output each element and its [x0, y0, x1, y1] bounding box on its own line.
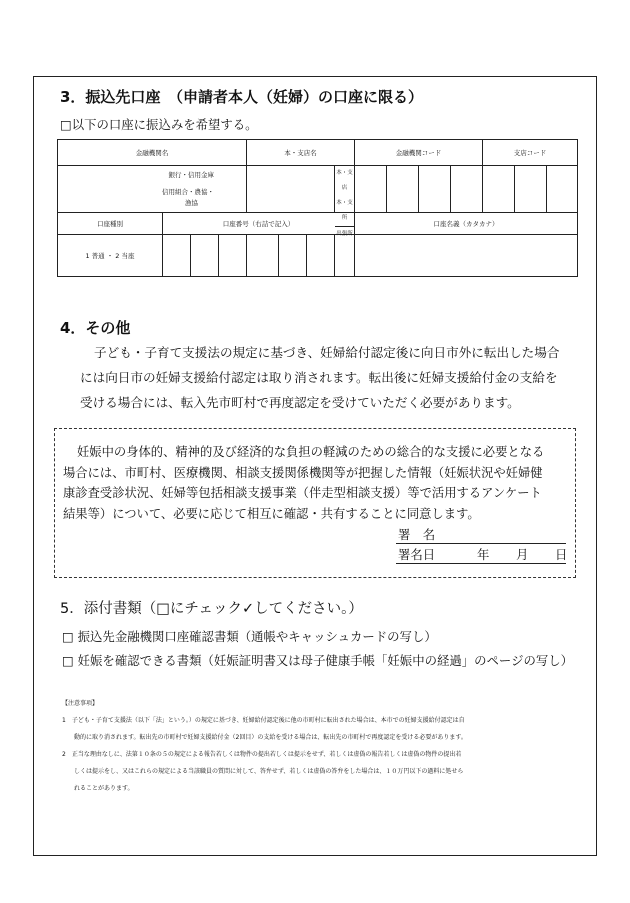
account-name-input[interactable] — [355, 235, 578, 277]
bank-code-digit[interactable] — [451, 166, 483, 213]
bank-code-digit[interactable] — [419, 166, 451, 213]
account-number-digit[interactable] — [219, 235, 247, 277]
note1-line1: 1 子ども・子育て支援法（以下「法」という。）の規定に基づき、妊婦給付認定後に他の市町村に転出された場合は、本市での妊婦支援給付認定は自 — [62, 717, 465, 724]
header-bank-code: 金融機関コード — [355, 140, 483, 166]
branch-type-cell[interactable] — [335, 166, 355, 237]
header-branch-code: 支店コード — [483, 140, 578, 166]
header-account-number: 口座番号（右詰で記入） — [163, 213, 355, 235]
section4-line2: には向日市の妊婦支援給付認定は取り消されます。転出後に妊婦支援給付金の支給を — [80, 370, 558, 385]
bank-type-line1: 銀行・信用金庫 — [168, 170, 214, 179]
header-account-type: 口座種別 — [58, 213, 163, 235]
section4-line3: 受ける場合には、転入先市町村で再度認定を受けていただく必要があります。 — [80, 395, 520, 410]
date-label: 署名日 — [398, 547, 436, 562]
section4-paragraph — [58, 340, 578, 365]
date-line[interactable] — [396, 563, 566, 564]
section3-title: 3．振込先口座 （申請者本人（妊婦）の口座に限る） — [60, 88, 423, 106]
account-checkbox[interactable]: □以下の口座に振込みを希望する。 — [60, 117, 258, 132]
account-type-options[interactable]: 1 普通 ・ 2 当座 — [58, 235, 163, 277]
section5-title: 5．添付書類（□にチェック✓してください。） — [60, 601, 363, 617]
section4-title: 4．その他 — [60, 319, 131, 337]
consent-line2: 場合には、市町村、医療機関、相談支援関係機関等が把握した情報（妊娠状況や妊婦健 — [63, 465, 543, 480]
bank-code-digit[interactable] — [387, 166, 419, 213]
header-bank-name: 金融機関名 — [58, 140, 247, 166]
signature-label: 署 名 — [398, 527, 436, 542]
note2-line3: れることがあります。 — [74, 785, 134, 792]
branch-type1: 本・支店 — [336, 170, 353, 191]
date-year: 年 — [477, 547, 490, 562]
bank-code-digit[interactable] — [355, 166, 387, 213]
note2-line1: 2 正当な理由なしに、法第１０条の５の規定による報告若しくは物件の提出若しくは提示をせず、若しくは虚偽の報告若しくは虚偽の物件の提出若 — [62, 751, 462, 758]
branch-code-digit[interactable] — [483, 166, 515, 213]
note1-line2: 動的に取り消されます。転出先の市町村で妊婦支援給付金（2回目）の支給を受ける場合は、転出先の市町村で再度認定を受ける必要があります。 — [74, 734, 467, 741]
bank-type-line3: 漁協 — [185, 198, 198, 207]
consent-line4: 結果等）について、必要に応じて相互に確認・共有することに同意します。 — [63, 506, 480, 521]
account-number-digit[interactable] — [247, 235, 279, 277]
branch-code-digit[interactable] — [515, 166, 547, 213]
notes-section — [62, 695, 574, 797]
account-number-digit[interactable] — [163, 235, 191, 277]
header-branch-name: 本・支店名 — [247, 140, 355, 166]
date-month: 月 — [516, 547, 529, 562]
header-account-name: 口座名義（カタカナ） — [355, 213, 578, 235]
consent-line3: 康診査受診状況、妊婦等包括相談支援事業（伴走型相談支援）等で活用するアンケート — [63, 486, 542, 500]
signature-line[interactable] — [396, 543, 566, 544]
branch-type3: 出張所 — [335, 226, 354, 242]
bank-account-table — [57, 139, 578, 277]
account-number-digit[interactable] — [279, 235, 307, 277]
bank-type-cell[interactable] — [58, 166, 247, 213]
branch-type2: 本・支所 — [336, 200, 353, 221]
account-number-digit[interactable] — [191, 235, 219, 277]
notes-heading: 【注意事項】 — [62, 700, 99, 707]
attachment-item-pregnancy[interactable]: □ 妊娠を確認できる書類（妊娠証明書又は母子健康手帳「妊娠中の経過」のページの写し） — [62, 653, 574, 668]
section4-line1: 子ども・子育て支援法の規定に基づき、妊婦給付認定後に向日市外に転出した場合 — [94, 345, 560, 360]
bank-type-line2: 信用組合・農協・ — [162, 187, 214, 196]
consent-line1: 妊娠中の身体的、精神的及び経済的な負担の軽減のための総合的な支援に必要となる — [77, 445, 545, 459]
attachment-item-bank[interactable]: □ 振込先金融機関口座確認書類（通帳やキャッシュカードの写し） — [62, 629, 437, 644]
note2-line2: しくは提示をし、又はこれらの規定による当該職員の質問に対して、答弁せず、若しくは虚偽の答弁をした場合は、１０万円以下の過料に処せら — [74, 768, 464, 775]
date-day: 日 — [555, 547, 568, 562]
consent-text — [63, 442, 570, 524]
branch-name-input[interactable] — [247, 166, 335, 213]
branch-code-digit[interactable] — [547, 166, 578, 213]
account-number-digit[interactable] — [307, 235, 335, 277]
